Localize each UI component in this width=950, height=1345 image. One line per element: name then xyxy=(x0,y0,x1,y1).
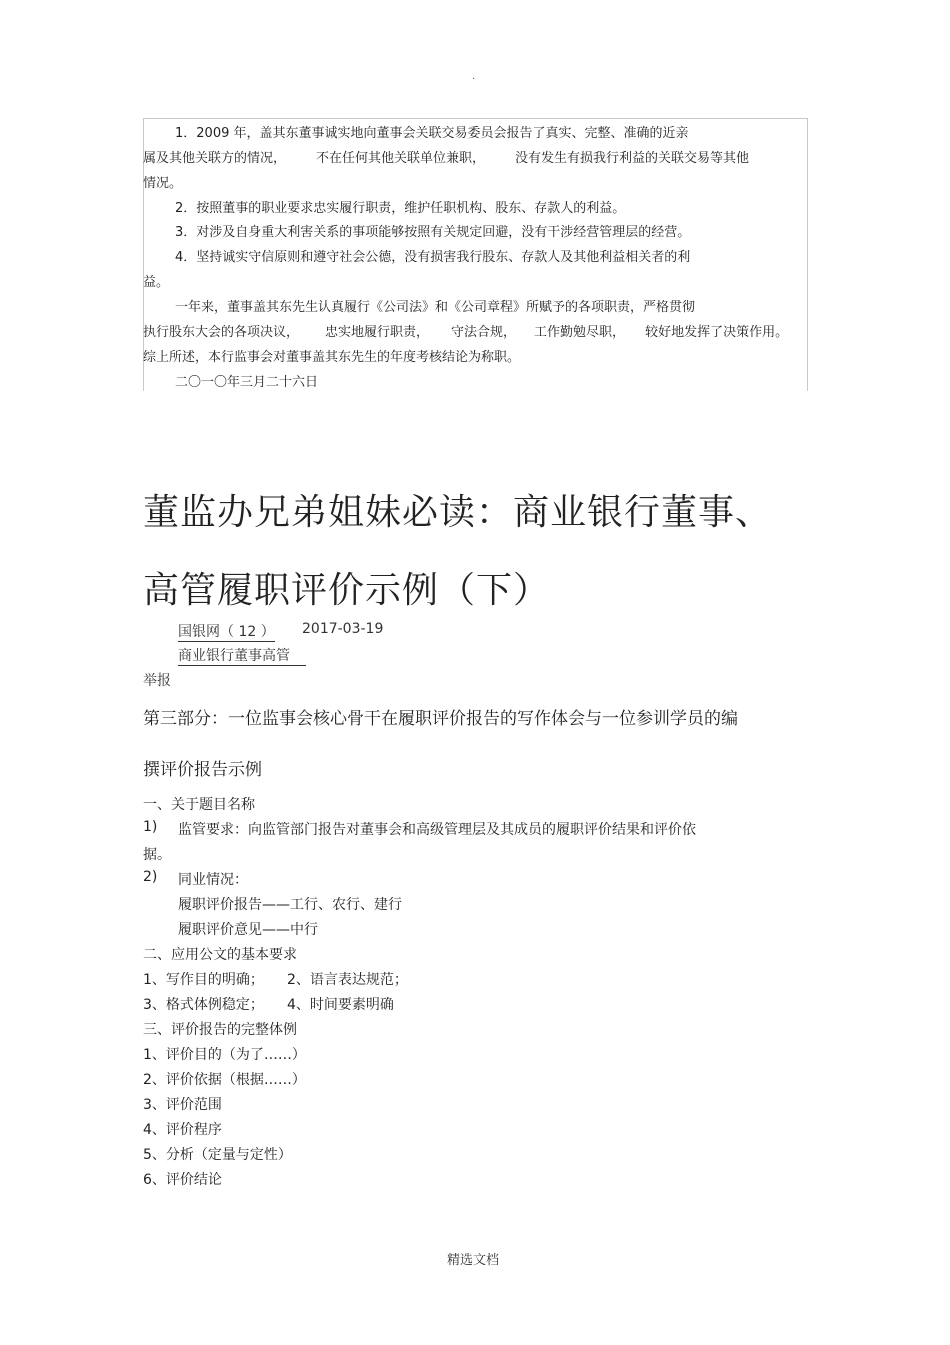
requirement-2: 2、语言表达规范； xyxy=(287,972,408,988)
article-tags-link[interactable]: 商业银行董事高管 xyxy=(178,645,306,665)
heading-report-structure: 三、评价报告的完整体例 xyxy=(143,1022,297,1038)
excerpt-item-3: 3．对涉及自身重大利害关系的事项能够按照有关规定回避，没有干涉经营管理层的经营。 xyxy=(175,225,691,240)
header-dot: · xyxy=(472,74,476,85)
excerpt-summary-line-3: 综上所述，本行监事会对董事盖其东先生的年度考核结论为称职。 xyxy=(143,350,521,365)
excerpt-item-4-line-2: 益。 xyxy=(143,275,170,290)
list-item-1-number: 1) xyxy=(143,819,158,835)
article-title-line-1: 董监办兄弟姐妹必读：商业银行董事、 xyxy=(143,492,773,533)
excerpt-item-1-line-1: 1．2009 年，盖其东董事诚实地向董事会关联交易委员会报告了真实、完整、准确的近亲 xyxy=(175,126,689,141)
section-heading-line-1: 第三部分：一位监事会核心骨干在履职评价报告的写作体会与一位参训学员的编 xyxy=(143,709,738,729)
list-item-2-sub-2: 履职评价意见——中行 xyxy=(178,922,318,938)
article-source-link[interactable]: 国银网（ 12 ） xyxy=(178,624,275,640)
section-heading-line-2: 撰评价报告示例 xyxy=(143,760,262,780)
excerpt-summary-line-1: 一年来，董事盖其东先生认真履行《公司法》和《公司章程》所赋予的各项职责，严格贯彻 xyxy=(175,300,696,315)
excerpt-item-2: 2．按照董事的职业要求忠实履行职责，维护任职机构、股东、存款人的利益。 xyxy=(175,201,626,216)
heading-basic-requirements: 二、应用公文的基本要求 xyxy=(143,947,297,963)
requirement-4: 4、时间要素明确 xyxy=(287,997,394,1013)
structure-item-3: 3、评价范围 xyxy=(143,1097,222,1113)
excerpt-summary-line-2: 执行股东大会的各项决议， 忠实地履行职责， 守法合规， 工作勤勉尽职， 较好地发挥了决策作用。 xyxy=(143,325,789,340)
structure-item-2: 2、评价依据（根据……） xyxy=(143,1072,306,1088)
excerpt-item-1-line-2: 属及其他关联方的情况， 不在任何其他关联单位兼职， 没有发生有损我行利益的关联交易等其他 xyxy=(143,151,750,166)
requirement-3: 3、格式体例稳定； xyxy=(143,997,264,1013)
structure-item-1: 1、评价目的（为了……） xyxy=(143,1047,306,1063)
page-footer: 精选文档 xyxy=(447,1253,500,1268)
excerpt-item-1-line-3: 情况。 xyxy=(143,176,183,191)
structure-item-4: 4、评价程序 xyxy=(143,1122,222,1138)
list-item-2-number: 2) xyxy=(143,869,158,885)
list-item-1-text: 监管要求：向监管部门报告对董事会和高级管理层及其成员的履职评价结果和评价依 xyxy=(178,822,696,838)
requirement-1: 1、写作目的明确； xyxy=(143,972,264,988)
article-title-line-2: 高管履职评价示例（下） xyxy=(143,570,551,611)
structure-item-5: 5、分析（定量与定性） xyxy=(143,1147,292,1163)
article-date: 2017-03-19 xyxy=(302,621,384,637)
report-link[interactable]: 举报 xyxy=(143,673,171,689)
structure-item-6: 6、评价结论 xyxy=(143,1172,222,1188)
list-item-2-text: 同业情况： xyxy=(178,872,248,888)
list-item-1-continuation: 据。 xyxy=(143,847,171,863)
excerpt-date: 二〇一〇年三月二十六日 xyxy=(175,375,319,390)
list-item-2-sub-1: 履职评价报告——工行、农行、建行 xyxy=(178,897,402,913)
heading-topic-name: 一、关于题目名称 xyxy=(143,797,255,813)
excerpt-item-4-line-1: 4．坚持诚实守信原则和遵守社会公德，没有损害我行股东、存款人及其他利益相关者的利 xyxy=(175,250,691,265)
